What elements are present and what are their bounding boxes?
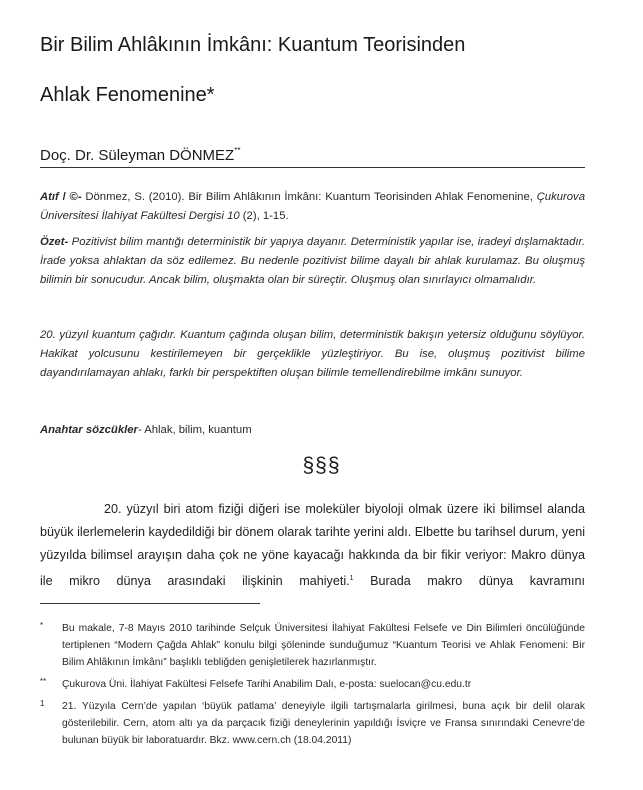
section-separator: §§§ <box>302 454 341 477</box>
citation-block <box>40 188 585 226</box>
keywords-line <box>40 421 585 440</box>
abstract-paragraph-1 <box>40 233 585 290</box>
title-divider <box>40 167 585 168</box>
footnote-text: Çukurova Üni. İlahiyat Fakültesi Felsefe Tarihi Anabilim Dalı, e-posta: suelocan@cu.edu.tr <box>62 679 472 690</box>
footnote-mark: ** <box>40 677 47 686</box>
body-text-continued: Burada makro dünya kavramını <box>353 574 585 588</box>
keywords-dash: - <box>137 424 145 436</box>
paper-title <box>40 20 600 120</box>
author-line <box>40 146 240 164</box>
citation-journal: Çukurova Üniversitesi İlahiyat Fakültesi Dergisi 10 <box>40 191 585 222</box>
footnote-text: Bu makale, 7-8 Mayıs 2010 tarihinde Selçuk Üniversitesi İlahiyat Fakültesi Felsefe ve Din Bilimleri öncülüğünde tertiplenen “Modern Çağda Ahlak” konulu bilgi şöleninde sunduğumuz “Kuantum Teorisi ve Ahlak Fenomeni: Bir Bilim Ahlâkının İmkânı” başlıklı tebliğden genişletilerek hazırlanmıştır. <box>62 623 585 668</box>
author-footnote-mark: ** <box>234 146 241 155</box>
footnote-3 <box>40 698 585 749</box>
footnote-divider <box>40 603 260 604</box>
footnote-text: 21. Yüzyıla Cern’de yapılan ‘büyük patlama’ deneyiyle ilgili tartışmalarla girilmesi, buna açık bir delil olarak gösterilebilir. Cern, atom altı ya da parçacık fiziği deneylerinin yapıldığı İsviçre ve Fransa sınırındaki Cenevre’de bulunan büyük bir laboratuardır. Bkz. www.cern.ch (18.04.2011) <box>62 701 585 746</box>
title-line-1: Bir Bilim Ahlâkının İmkânı: Kuantum Teorisinden <box>40 34 466 56</box>
keywords-text: Ahlak, bilim, kuantum <box>144 424 252 436</box>
body-paragraph <box>40 498 585 593</box>
footnote-ref-1[interactable]: 1 <box>349 575 354 582</box>
abstract-text-2: 20. yüzyıl kuantum çağıdır. Kuantum çağında oluşan bilim, deterministik bakışın yetersiz olduğunu söylüyor. Hakikat yolcusunu kestirilemeyen bir gerçeklikle yüzleştiriyor. Bu ise, oluşmuş pozitivist bilime dayandırılamayan ahlakı, farklı bir perspektiften oluşan bilimle temellendirebilme imkânı sunuyor. <box>40 329 585 379</box>
body-text: 20. yüzyıl biri atom fiziği diğeri ise moleküler biyoloji olmak üzere iki bilimsel alanda büyük ilerlemelerin kaydedildiği bir dönem olarak tarihte yerini aldı. Elbette bu tarihsel durum, yeni yüzyılda bilimsel arayışın daha çok ne yöne kayacağı hakkında da bir fikir veriyor: Makro dünya ile mikro dünya arasındaki ilişkinin mahiyeti. <box>40 502 585 588</box>
footnote-mark: * <box>40 621 44 630</box>
citation-label-rest: / ©- <box>58 191 86 203</box>
title-line-2: Ahlak Fenomenine* <box>40 84 215 106</box>
abstract-label: Özet- <box>40 236 69 248</box>
citation-label: Atıf <box>40 191 59 203</box>
keywords-label: Anahtar sözcükler <box>40 424 138 436</box>
footnote-mark: 1 <box>40 699 45 708</box>
abstract-text-1: Pozitivist bilim mantığı deterministik bir yapıya dayanır. Deterministik yapılar ise, iradeyi dışlamaktadır. İrade yoksa ahlaktan da söz edilemez. Bu nedenle pozitivist bilime dayalı bir ahlak kurulamaz. Bu oluşmuş bilimin bir sonucudur. Ancak bilim, oluşmakta olan bir süreçtir. Oluşmuş olan sınırlayıcı olmamalıdır. <box>40 236 585 286</box>
citation-text: Dönmez, S. (2010). Bir Bilim Ahlâkının İmkânı: Kuantum Teorisinden Ahlak Fenomenine, <box>85 191 537 203</box>
author-name: Doç. Dr. Süleyman DÖNMEZ <box>40 147 235 164</box>
citation-pages: (2), 1-15. <box>239 210 289 222</box>
abstract-paragraph-2 <box>40 326 585 383</box>
footnote-2 <box>40 676 585 693</box>
footnote-1 <box>40 620 585 671</box>
